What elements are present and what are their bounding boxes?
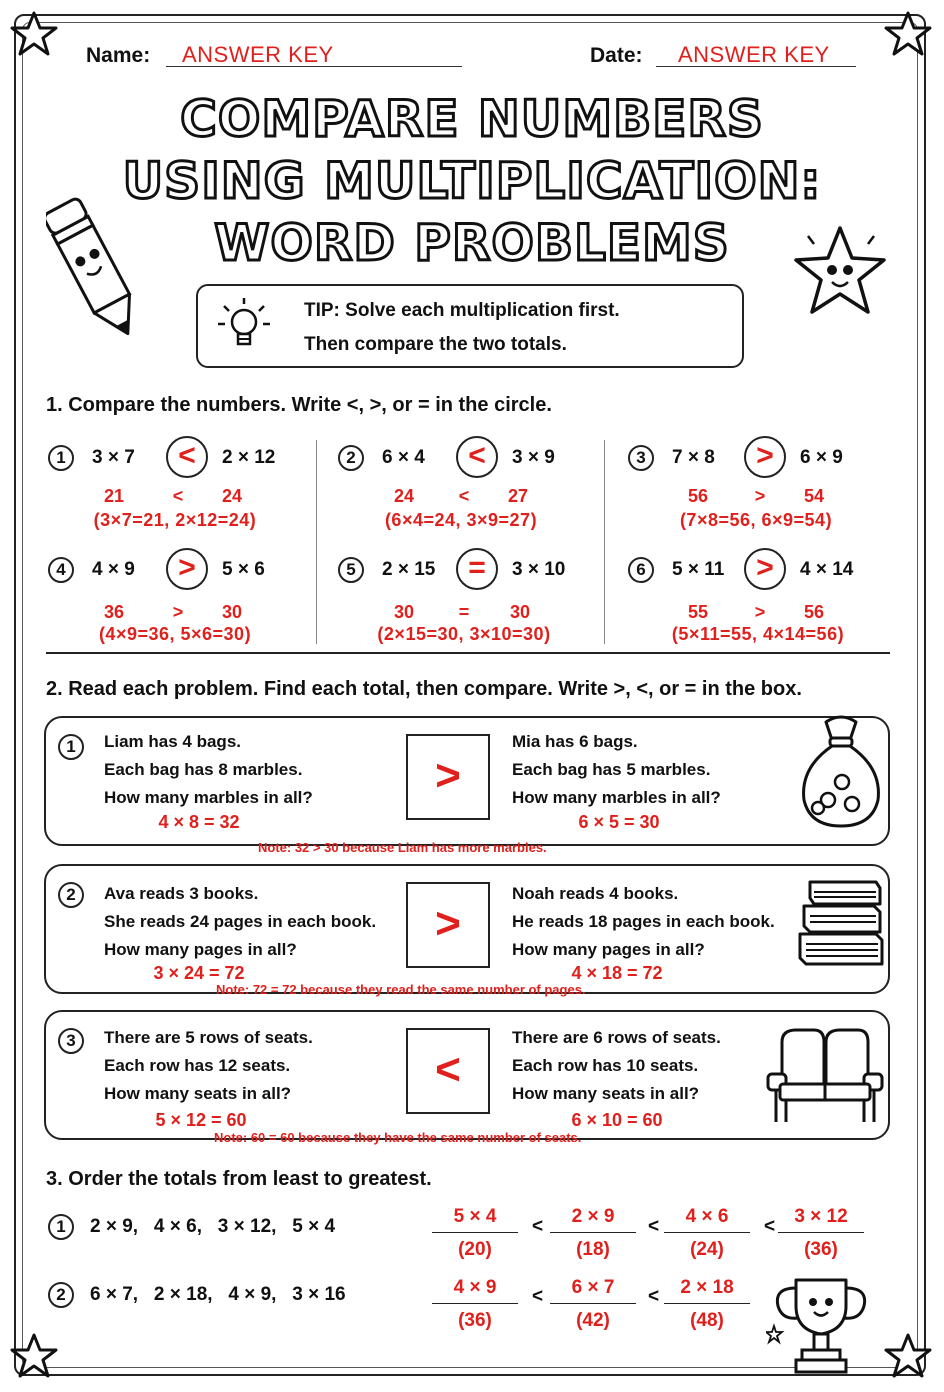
- problem-left-line: Liam has 4 bags.: [104, 732, 241, 751]
- row-number: 1: [48, 1214, 74, 1240]
- answer-total: (20): [458, 1239, 492, 1260]
- less-than-sign: <: [648, 1216, 660, 1237]
- ordered-answer: [664, 1206, 750, 1261]
- right-answer: 6 × 10 = 60: [571, 1110, 663, 1130]
- problem-right-line: He reads 18 pages in each book.: [512, 912, 775, 931]
- answer-expression: 2 × 9: [550, 1206, 636, 1233]
- problem-right-line: Noah reads 4 books.: [512, 884, 679, 903]
- date-label: Date:: [590, 44, 643, 67]
- work-line: (4×9=36, 5×6=30): [98, 624, 252, 644]
- left-value: 21: [103, 486, 125, 506]
- value-sign: >: [754, 602, 766, 622]
- less-than-sign: <: [532, 1286, 544, 1307]
- left-expression: 7 × 8: [672, 447, 715, 468]
- answer-expression: 6 × 7: [550, 1277, 636, 1304]
- item-number: 5: [338, 557, 364, 583]
- compare-circle[interactable]: >: [744, 548, 786, 590]
- item-number: 3: [628, 445, 654, 471]
- problem-number: 3: [58, 1028, 84, 1054]
- value-sign: >: [172, 602, 184, 622]
- right-answer: 4 × 18 = 72: [571, 963, 663, 983]
- answer-expression: 5 × 4: [432, 1206, 518, 1233]
- lightbulb-icon: [214, 294, 274, 360]
- answer-total: (42): [576, 1310, 610, 1331]
- left-value: 56: [687, 486, 709, 506]
- left-value: 24: [393, 486, 415, 506]
- left-expression: 3 × 7: [92, 447, 135, 468]
- left-value: 30: [393, 602, 415, 622]
- tip-box: [196, 284, 744, 368]
- right-value: 24: [221, 486, 243, 506]
- star-icon: [884, 10, 932, 58]
- value-sign: <: [458, 486, 470, 506]
- section-divider: [46, 652, 890, 654]
- answer-expression: 4 × 6: [664, 1206, 750, 1233]
- ordered-answer: [550, 1277, 636, 1332]
- tip-line2: Then compare the two totals.: [304, 334, 567, 355]
- divider: [316, 440, 317, 644]
- problem-left-line: Ava reads 3 books.: [104, 884, 259, 903]
- problem-left-line: There are 5 rows of seats.: [104, 1028, 313, 1047]
- right-value: 30: [509, 602, 531, 622]
- right-value: 54: [803, 486, 825, 506]
- right-answer: 6 × 5 = 30: [578, 812, 660, 832]
- work-line: (5×11=55, 4×14=56): [671, 624, 845, 644]
- left-value: 36: [103, 602, 125, 622]
- problem-right-line: Mia has 6 bags.: [512, 732, 638, 751]
- right-expression: 4 × 14: [800, 559, 854, 580]
- compare-circle[interactable]: =: [456, 548, 498, 590]
- name-underline: [166, 66, 462, 67]
- less-than-sign: <: [764, 1216, 776, 1237]
- problem-left-line: How many seats in all?: [104, 1084, 292, 1103]
- problem-right-line: How many marbles in all?: [512, 788, 721, 807]
- problem-left-line: She reads 24 pages in each book.: [104, 912, 377, 931]
- problem-number: 2: [58, 882, 84, 908]
- problem-right-line: How many pages in all?: [512, 940, 705, 959]
- answer-note: Note: 60 = 60 because they have the same number of seats.: [214, 1130, 582, 1145]
- right-expression: 3 × 9: [512, 447, 555, 468]
- work-line: (3×7=21, 2×12=24): [93, 510, 257, 530]
- compare-circle[interactable]: <: [166, 436, 208, 478]
- name-value[interactable]: ANSWER KEY: [182, 42, 334, 67]
- right-expression: 5 × 6: [222, 559, 265, 580]
- answer-total: (48): [690, 1310, 724, 1331]
- work-line: (7×8=56, 6×9=54): [679, 510, 833, 530]
- value-sign: >: [754, 486, 766, 506]
- star-icon: [10, 10, 58, 58]
- compare-circle[interactable]: >: [166, 548, 208, 590]
- page-title-line2: USING MULTIPLICATION:: [122, 152, 822, 210]
- work-line: (6×4=24, 3×9=27): [384, 510, 538, 530]
- value-sign: =: [458, 602, 470, 622]
- star-icon: [884, 1332, 932, 1380]
- problem-left-line: Each row has 12 seats.: [104, 1056, 291, 1075]
- value-sign: <: [172, 486, 184, 506]
- answer-total: (24): [690, 1239, 724, 1260]
- date-value[interactable]: ANSWER KEY: [678, 42, 830, 67]
- date-underline: [656, 66, 856, 67]
- left-value: 55: [687, 602, 709, 622]
- answer-expression: 3 × 12: [778, 1206, 864, 1233]
- section1-heading: 1. Compare the numbers. Write <, >, or = in the circle.: [46, 394, 552, 416]
- right-value: 56: [803, 602, 825, 622]
- answer-total: (36): [458, 1310, 492, 1331]
- answer-note: Note: 72 = 72 because they read the same number of pages.: [216, 982, 586, 997]
- ordered-answer: [778, 1206, 864, 1261]
- problem-number: 1: [58, 734, 84, 760]
- item-number: 6: [628, 557, 654, 583]
- compare-circle[interactable]: >: [744, 436, 786, 478]
- less-than-sign: <: [648, 1286, 660, 1307]
- problem-right-line: Each bag has 5 marbles.: [512, 760, 711, 779]
- star-icon: [10, 1332, 58, 1380]
- ordered-answer: [550, 1206, 636, 1261]
- ordered-answer: [664, 1277, 750, 1332]
- problem-left-line: Each bag has 8 marbles.: [104, 760, 303, 779]
- item-number: 4: [48, 557, 74, 583]
- name-label: Name:: [86, 44, 151, 67]
- books-icon: [796, 872, 888, 982]
- trophy-icon: [766, 1272, 876, 1380]
- less-than-sign: <: [532, 1216, 544, 1237]
- section2-heading: 2. Read each problem. Find each total, then compare. Write >, <, or = in the box.: [46, 678, 802, 700]
- star-icon: [780, 216, 900, 326]
- compare-box[interactable]: >: [406, 882, 490, 968]
- ordered-answer: [432, 1277, 518, 1332]
- left-expression: 2 × 15: [382, 559, 436, 580]
- left-expression: 4 × 9: [92, 559, 135, 580]
- expression-list: 2 × 9, 4 × 6, 3 × 12, 5 × 4: [90, 1216, 336, 1237]
- left-answer: 3 × 24 = 72: [153, 963, 245, 983]
- ordered-answer: [432, 1206, 518, 1261]
- answer-total: (18): [576, 1239, 610, 1260]
- work-line: (2×15=30, 3×10=30): [377, 624, 551, 644]
- right-expression: 2 × 12: [222, 447, 276, 468]
- seats-icon: [764, 1022, 888, 1130]
- section3-heading: 3. Order the totals from least to greatest.: [46, 1168, 432, 1190]
- problem-left-line: How many pages in all?: [104, 940, 297, 959]
- row-number: 2: [48, 1282, 74, 1308]
- left-answer: 4 × 8 = 32: [158, 812, 240, 832]
- right-expression: 6 × 9: [800, 447, 843, 468]
- problem-left-line: How many marbles in all?: [104, 788, 313, 807]
- tip-line1: TIP: Solve each multiplication first.: [304, 300, 620, 321]
- expression-list: 6 × 7, 2 × 18, 4 × 9, 3 × 16: [90, 1284, 346, 1305]
- divider: [604, 440, 605, 644]
- item-number: 1: [48, 445, 74, 471]
- answer-expression: 4 × 9: [432, 1277, 518, 1304]
- marble-bag-icon: [796, 712, 886, 832]
- answer-expression: 2 × 18: [664, 1277, 750, 1304]
- left-expression: 5 × 11: [672, 559, 725, 580]
- compare-box[interactable]: <: [406, 1028, 490, 1114]
- left-expression: 6 × 4: [382, 447, 425, 468]
- pencil-icon: [46, 190, 142, 350]
- compare-box[interactable]: >: [406, 734, 490, 820]
- answer-note: Note: 32 > 30 because Liam has more marbles.: [258, 840, 547, 855]
- problem-right-line: There are 6 rows of seats.: [512, 1028, 721, 1047]
- right-value: 30: [221, 602, 243, 622]
- answer-total: (36): [804, 1239, 838, 1260]
- item-number: 2: [338, 445, 364, 471]
- page-title-line3: WORD PROBLEMS: [214, 214, 730, 272]
- left-answer: 5 × 12 = 60: [155, 1110, 247, 1130]
- right-expression: 3 × 10: [512, 559, 566, 580]
- problem-right-line: How many seats in all?: [512, 1084, 700, 1103]
- problem-right-line: Each row has 10 seats.: [512, 1056, 699, 1075]
- compare-circle[interactable]: <: [456, 436, 498, 478]
- page-title-line1: COMPARE NUMBERS: [180, 90, 764, 148]
- right-value: 27: [507, 486, 529, 506]
